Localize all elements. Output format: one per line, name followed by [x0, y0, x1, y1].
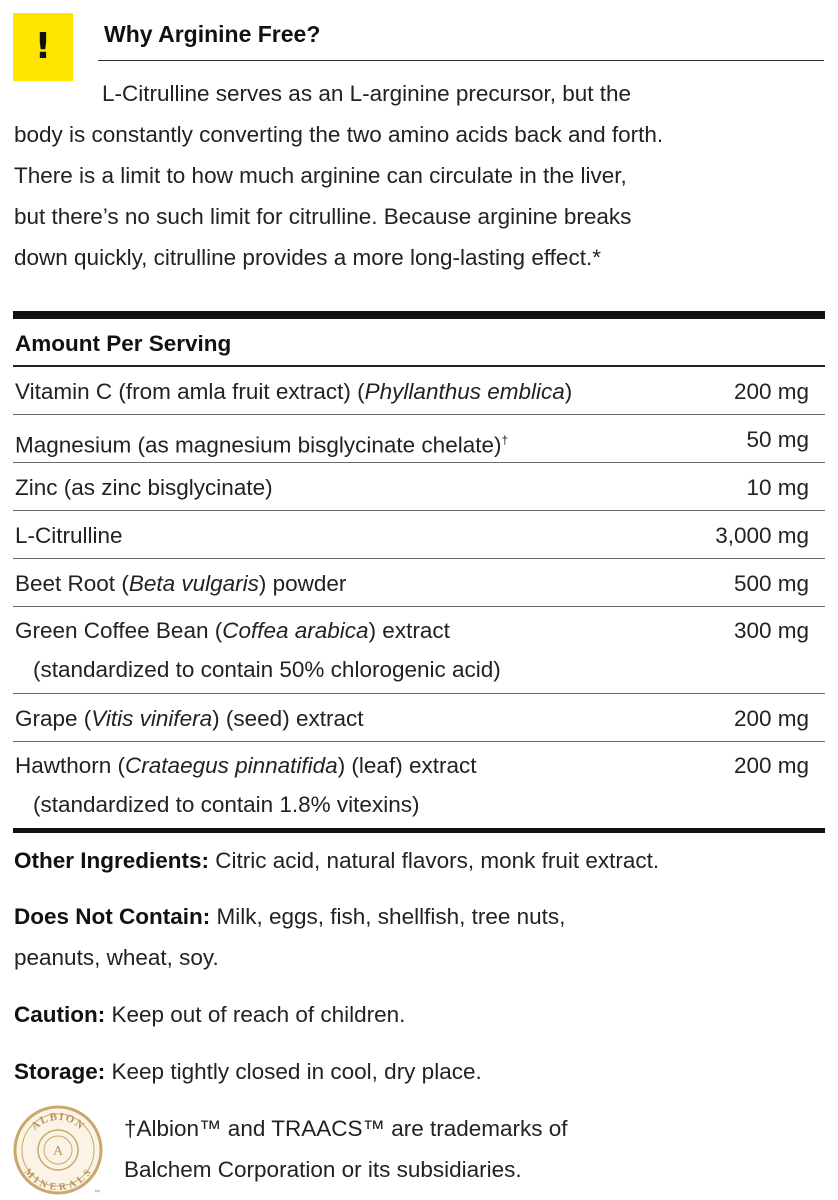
ingredient-amount: 200 mg — [733, 379, 809, 404]
seal-top-text: ALBION — [28, 1110, 88, 1133]
body-line: but there’s no such limit for citrulline. Because arginine breaks — [14, 204, 632, 229]
table-row — [13, 742, 825, 829]
ingredient-amount: 200 mg — [733, 753, 809, 778]
trademark-line: Balchem Corporation or its subsidiaries. — [124, 1157, 522, 1182]
albion-minerals-seal-logo — [12, 1104, 104, 1196]
table-row — [13, 367, 825, 415]
body-line: L-Citrulline serves as an L-arginine precursor, but the — [102, 81, 632, 106]
caution-text: Keep out of reach of children. — [105, 1002, 406, 1027]
ingredient-note: (standardized to contain 50% chlorogenic acid) — [33, 657, 501, 682]
storage — [14, 1051, 814, 1092]
ingredient-name: Hawthorn (Crataegus pinnatifida) (leaf) extract (standardized to contain 1.8% vitexins) — [13, 746, 609, 828]
supplement-facts-table — [13, 311, 825, 833]
caution-label: Caution: — [14, 1002, 106, 1027]
table-row — [13, 463, 825, 511]
body-line: down quickly, citrulline provides a more long-lasting effect.* — [14, 245, 601, 270]
seal-tm: ™ — [94, 1190, 100, 1196]
thick-divider — [13, 311, 825, 319]
does-not-contain-text-line2: peanuts, wheat, soy. — [14, 945, 219, 970]
amount-per-serving-header: Amount Per Serving — [13, 319, 825, 367]
caution — [14, 994, 814, 1035]
trademark-line: †Albion™ and TRAACS™ are trademarks of — [124, 1116, 568, 1141]
table-row — [13, 511, 825, 559]
storage-text: Keep tightly closed in cool, dry place. — [105, 1059, 482, 1084]
does-not-contain-label: Does Not Contain: — [14, 904, 211, 929]
ingredient-name: Zinc (as zinc bisglycinate) — [15, 475, 273, 500]
ingredient-name: L-Citrulline — [15, 523, 123, 548]
body-line: body is constantly converting the two amino acids back and forth. — [14, 122, 664, 147]
ingredient-name: Grape (Vitis vinifera) (seed) extract — [15, 706, 364, 731]
ingredient-name: Magnesium (as magnesium bisglycinate chelate)† — [15, 432, 509, 458]
other-ingredients-text: Citric acid, natural flavors, monk fruit extract. — [209, 848, 660, 873]
seal-bottom-text: MINERALS — [21, 1166, 95, 1194]
table-row — [13, 559, 825, 607]
section-body — [14, 73, 794, 278]
table-bottom-divider — [13, 828, 825, 833]
seal-center-letter: A — [52, 1144, 64, 1159]
ingredient-name: Vitamin C (from amla fruit extract) (Phyllanthus emblica) — [15, 379, 573, 404]
ingredient-amount: 50 mg — [746, 427, 809, 452]
other-ingredients-label: Other Ingredients: — [14, 848, 210, 873]
body-line: There is a limit to how much arginine can circulate in the liver, — [14, 163, 627, 188]
alert-icon — [13, 13, 73, 81]
trademark-note — [124, 1108, 568, 1190]
table-row — [13, 694, 825, 742]
ingredient-amount: 10 mg — [746, 475, 809, 500]
title-divider — [98, 60, 824, 61]
table-row — [13, 415, 825, 463]
table-row — [13, 607, 825, 694]
ingredient-amount: 200 mg — [733, 706, 809, 731]
ingredient-name: Green Coffee Bean (Coffea arabica) extract (standardized to contain 50% chlorogenic acid) — [13, 611, 609, 693]
does-not-contain-text: Milk, eggs, fish, shellfish, tree nuts, — [210, 904, 566, 929]
ingredient-note: (standardized to contain 1.8% vitexins) — [33, 792, 420, 817]
ingredient-amount: 500 mg — [733, 571, 809, 596]
exclamation-mark: ! — [34, 26, 52, 67]
section-title: Why Arginine Free? — [104, 21, 321, 47]
storage-label: Storage: — [14, 1059, 106, 1084]
ingredient-amount: 300 mg — [733, 618, 809, 643]
other-ingredients — [14, 840, 814, 881]
does-not-contain — [14, 896, 814, 978]
why-arginine-free-section — [0, 0, 838, 300]
ingredient-name: Beet Root (Beta vulgaris) powder — [15, 571, 347, 596]
ingredient-amount: 3,000 mg — [715, 523, 809, 548]
